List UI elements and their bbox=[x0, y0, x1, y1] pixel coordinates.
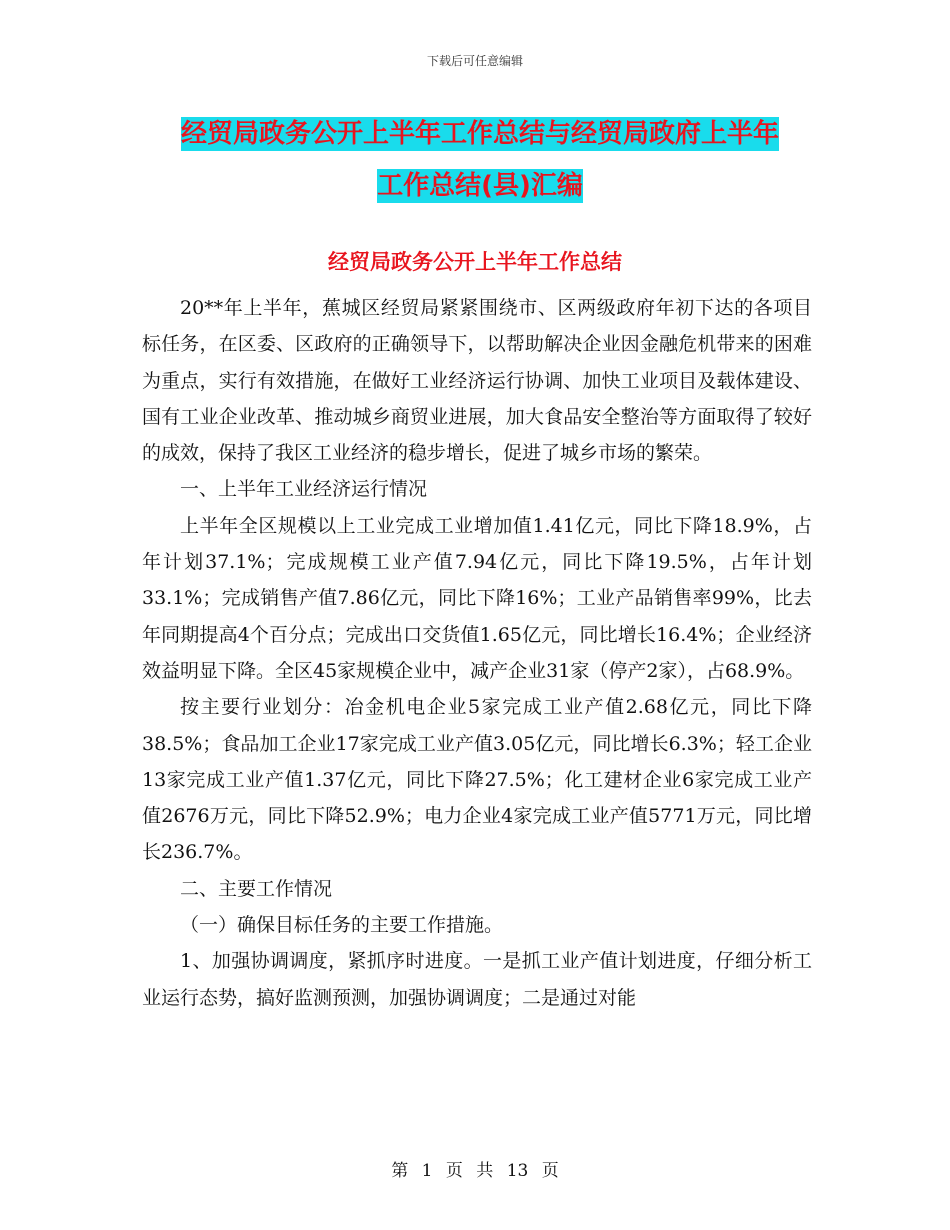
paragraph: 二、主要工作情况 bbox=[180, 877, 333, 900]
paragraph: （一）确保目标任务的主要工作措施。 bbox=[180, 914, 504, 937]
total-label: 共 bbox=[476, 1161, 494, 1181]
total-unit: 页 bbox=[541, 1161, 559, 1181]
paragraph: 1、加强协调调度，紧抓序时进度。一是抓工业产值计划进度，仔细分析工业运行态势，搞好监测预测，加强协调调度；二是通过对能 bbox=[142, 950, 812, 1009]
paragraph: 按主要行业划分：冶金机电企业5家完成工业产值2.68亿元，同比下降38.5%；食品加工企业17家完成工业产值3.05亿元，同比增长6.3%；轻工企业13家完成工业产值1.37亿元，同比下降27.5%；化工建材企业6家完成工业产值2676万元，同比下降52.9%；电力企业4家完成工业产值5771万元，同比增长236.7%。 bbox=[142, 696, 812, 864]
page-unit: 页 bbox=[445, 1161, 463, 1181]
page-number: 1 bbox=[421, 1161, 433, 1181]
total-pages: 13 bbox=[506, 1161, 529, 1181]
page-footer bbox=[0, 1156, 950, 1181]
page-label: 第 bbox=[391, 1161, 409, 1181]
paragraph: 上半年全区规模以上工业完成工业增加值1.41亿元，同比下降18.9%，占年计划37.1%；完成规模工业产值7.94亿元，同比下降19.5%，占年计划33.1%；完成销售产值7.86亿元，同比下降16%；工业产品销售率99%，比去年同期提高4个百分点；完成出口交货值1.65亿元，同比增长16.4%；企业经济效益明显下降。全区45家规模企业中，减产企业31家（停产2家），占68.9%。 bbox=[142, 514, 812, 682]
title-line-2: 工作总结(县)汇编 bbox=[377, 171, 583, 201]
section-title: 经贸局政务公开上半年工作总结 bbox=[328, 250, 622, 274]
title-line-1: 经贸局政务公开上半年工作总结与经贸局政府上半年 bbox=[180, 119, 779, 149]
header-note: 下载后可任意编辑 bbox=[426, 54, 523, 68]
paragraph: 一、上半年工业经济运行情况 bbox=[180, 478, 428, 501]
document-body bbox=[142, 290, 812, 1016]
document-title bbox=[140, 108, 820, 212]
paragraph: 20**年上半年，蕉城区经贸局紧紧围绕市、区两级政府年初下达的各项目标任务，在区委、区政府的正确领导下，以帮助解决企业因金融危机带来的困难为重点，实行有效措施，在做好工业经济运行协调、加快工业项目及载体建设、国有工业企业改革、推动城乡商贸业进展，加大食品安全整治等方面取得了较好的成效，保持了我区工业经济的稳步增长，促进了城乡市场的繁荣。 bbox=[142, 297, 812, 465]
